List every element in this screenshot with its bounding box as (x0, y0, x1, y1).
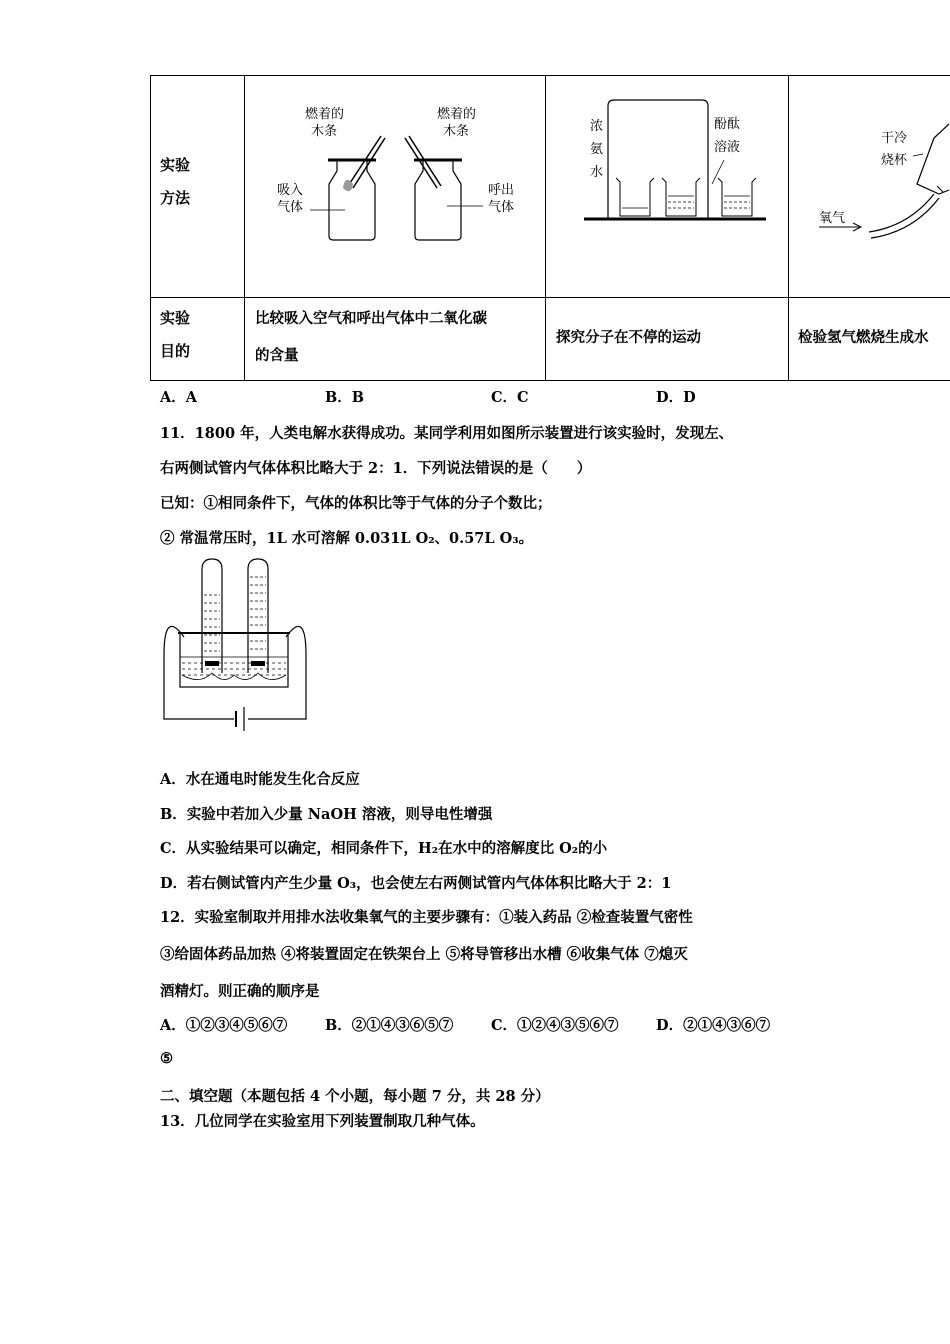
molecule-motion-figure (546, 76, 788, 296)
q11-option-c[interactable]: C．从实验结果可以确定，相同条件下，H₂在水中的溶解度比 O₂的小 (160, 840, 608, 857)
svg-text:酚酞: 酚酞 (714, 117, 741, 132)
purpose-3: 检验氢气燃烧生成水 (798, 329, 929, 346)
q11-known-2: ② 常温常压时，1L 水可溶解 0.031L O₂、0.57L O₃。 (160, 530, 534, 547)
q12-option-d[interactable]: D．②①④③⑥⑦ (656, 1017, 771, 1034)
q10-option-c[interactable]: C．C (491, 389, 529, 406)
q10-option-d[interactable]: D．D (656, 389, 696, 406)
svg-text:气体: 气体 (488, 200, 515, 215)
svg-text:溶液: 溶液 (714, 140, 741, 155)
q10-option-a[interactable]: A．A (160, 389, 198, 406)
table-row-divider (150, 297, 950, 298)
q10-option-b[interactable]: B．B (325, 389, 365, 406)
svg-text:氧气: 氧气 (819, 211, 846, 226)
svg-text:木条: 木条 (311, 124, 338, 139)
q12-option-b[interactable]: B．②①④③⑥⑤⑦ (325, 1017, 454, 1034)
svg-text:气体: 气体 (277, 200, 304, 215)
q12-option-d-wrap: ⑤ (160, 1050, 173, 1067)
purpose-1-line1: 比较吸入空气和呼出气体中二氧化碳 (255, 310, 487, 327)
purpose-1-line2: 的含量 (255, 347, 299, 364)
table-border-bottom (150, 380, 950, 381)
purpose-2: 探究分子在不停的运动 (556, 329, 701, 346)
electrolysis-apparatus-figure (160, 555, 310, 735)
svg-text:浓: 浓 (590, 119, 604, 134)
q12-stem-line3: 酒精灯。则正确的顺序是 (160, 983, 320, 1000)
row-label-method: 实验 方法 (160, 156, 191, 207)
svg-text:呼出: 呼出 (488, 183, 515, 198)
svg-text:吸入: 吸入 (277, 183, 304, 198)
row-label-purpose: 实验 目的 (160, 309, 191, 360)
svg-text:氨: 氨 (590, 142, 604, 157)
q12-option-c[interactable]: C．①②④③⑤⑥⑦ (491, 1017, 619, 1034)
q11-option-b[interactable]: B．实验中若加入少量 NaOH 溶液，则导电性增强 (160, 806, 493, 823)
q12-stem-line2: ③给固体药品加热 ④将装置固定在铁架台上 ⑤将导管移出水槽 ⑥收集气体 ⑦熄灭 (160, 946, 688, 963)
svg-text:烧杯: 烧杯 (881, 153, 908, 168)
svg-text:木条: 木条 (443, 124, 470, 139)
breath-co2-figure (245, 76, 545, 296)
q11-known-1: 已知：①相同条件下，气体的体积比等于气体的分子个数比； (160, 495, 552, 512)
q11-option-a[interactable]: A．水在通电时能发生化合反应 (160, 771, 360, 788)
table-border-left (150, 75, 151, 381)
q13-stem: 13．几位同学在实验室用下列装置制取几种气体。 (160, 1113, 485, 1130)
svg-text:干冷: 干冷 (881, 131, 908, 146)
experiment-table (150, 75, 950, 381)
svg-text:燃着的: 燃着的 (305, 107, 345, 122)
q12-stem-line1: 12．实验室制取并用排水法收集氧气的主要步骤有：①装入药品 ②检查装置气密性 (160, 909, 693, 926)
q12-option-a[interactable]: A．①②③④⑤⑥⑦ (160, 1017, 288, 1034)
section-2-heading: 二、填空题（本题包括 4 个小题，每小题 7 分，共 28 分） (160, 1088, 550, 1105)
svg-text:水: 水 (590, 165, 604, 180)
q11-stem-line1: 11．1800 年，人类电解水获得成功。某同学利用如图所示装置进行该实验时，发现左、 (160, 425, 734, 442)
q11-option-d[interactable]: D．若右侧试管内产生少量 O₃，也会使左右两侧试管内气体体积比略大于 2：1 (160, 875, 672, 892)
hydrogen-burning-figure (789, 76, 950, 296)
q11-stem-line2: 右两侧试管内气体体积比略大于 2：1．下列说法错误的是（ ） (160, 460, 592, 477)
svg-text:燃着的: 燃着的 (437, 107, 477, 122)
